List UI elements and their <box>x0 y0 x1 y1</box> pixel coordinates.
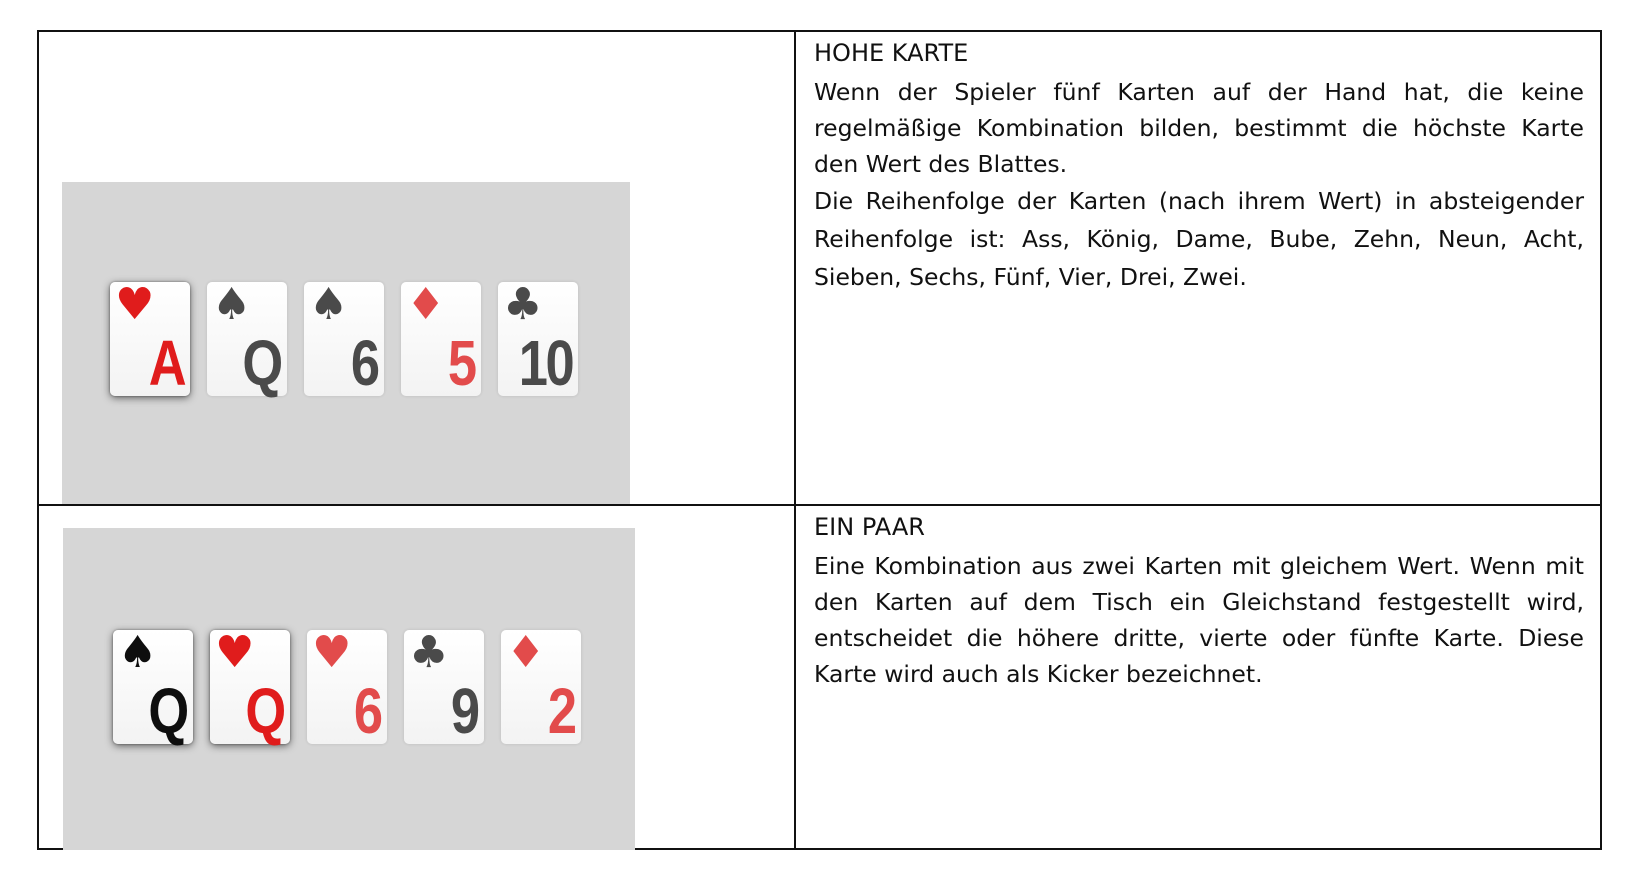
card-rank: 6 <box>351 327 378 399</box>
playing-card <box>304 279 384 399</box>
playing-card <box>498 279 578 399</box>
diamond-icon: ♦ <box>406 279 446 330</box>
paragraph: Wenn der Spieler fünf Karten auf der Hand hat, die keine regelmäßige Kombination bilden, bestimmt die höchste Karte den Wert des Blattes. <box>814 78 1584 178</box>
heart-icon: ♥ <box>215 627 255 678</box>
table-row-high-card <box>39 32 1600 506</box>
heart-icon: ♥ <box>312 627 352 678</box>
card-rank: 5 <box>448 327 475 399</box>
paragraph: Eine Kombination aus zwei Karten mit gleichem Wert. Wenn mit den Karten auf dem Tisch ein Gleichstand festgestellt wird, entscheidet die höhere dritte, vierte oder fünfte Karte. Diese Karte wird auch als Kicker bezeichnet. <box>814 552 1584 688</box>
description-cell <box>796 32 1600 504</box>
section-title: EIN PAAR <box>814 513 925 541</box>
playing-card <box>307 627 387 747</box>
card-rank: Q <box>245 675 284 747</box>
card-rank: 2 <box>548 675 575 747</box>
playing-card <box>404 627 484 747</box>
card-hand <box>113 627 598 747</box>
table-row-one-pair <box>39 506 1600 848</box>
image-cell <box>39 506 794 848</box>
card-rank: 6 <box>354 675 381 747</box>
section-title: HOHE KARTE <box>814 39 969 67</box>
description-cell <box>796 506 1600 848</box>
diamond-icon: ♦ <box>506 627 546 678</box>
card-rank: 10 <box>518 327 572 399</box>
club-icon: ♣ <box>409 627 449 678</box>
card-hand <box>110 279 595 399</box>
card-rank: Q <box>148 675 187 747</box>
playing-card <box>210 627 290 747</box>
playing-card <box>207 279 287 399</box>
card-rank: Q <box>242 327 281 399</box>
playing-card <box>113 627 193 747</box>
poker-hands-table <box>37 30 1602 850</box>
column-divider <box>794 506 796 848</box>
club-icon: ♣ <box>503 279 543 330</box>
image-cell <box>39 32 794 504</box>
playing-card <box>501 627 581 747</box>
card-rank: A <box>148 327 184 399</box>
spade-icon: ♠ <box>309 279 349 330</box>
spade-icon: ♠ <box>118 627 158 678</box>
heart-icon: ♥ <box>115 279 155 330</box>
cards-image-one-pair <box>63 528 635 850</box>
paragraph: Die Reihenfolge der Karten (nach ihrem Wert) in absteigender Reihenfolge ist: Ass, König, Dame, Bube, Zehn, Neun, Acht, Sieben, Sechs, Fünf, Vier, Drei, Zwei. <box>814 187 1584 291</box>
playing-card <box>110 279 190 399</box>
column-divider <box>794 32 796 504</box>
playing-card <box>401 279 481 399</box>
cards-image-high-card <box>62 182 630 504</box>
card-rank: 9 <box>451 675 478 747</box>
spade-icon: ♠ <box>212 279 252 330</box>
